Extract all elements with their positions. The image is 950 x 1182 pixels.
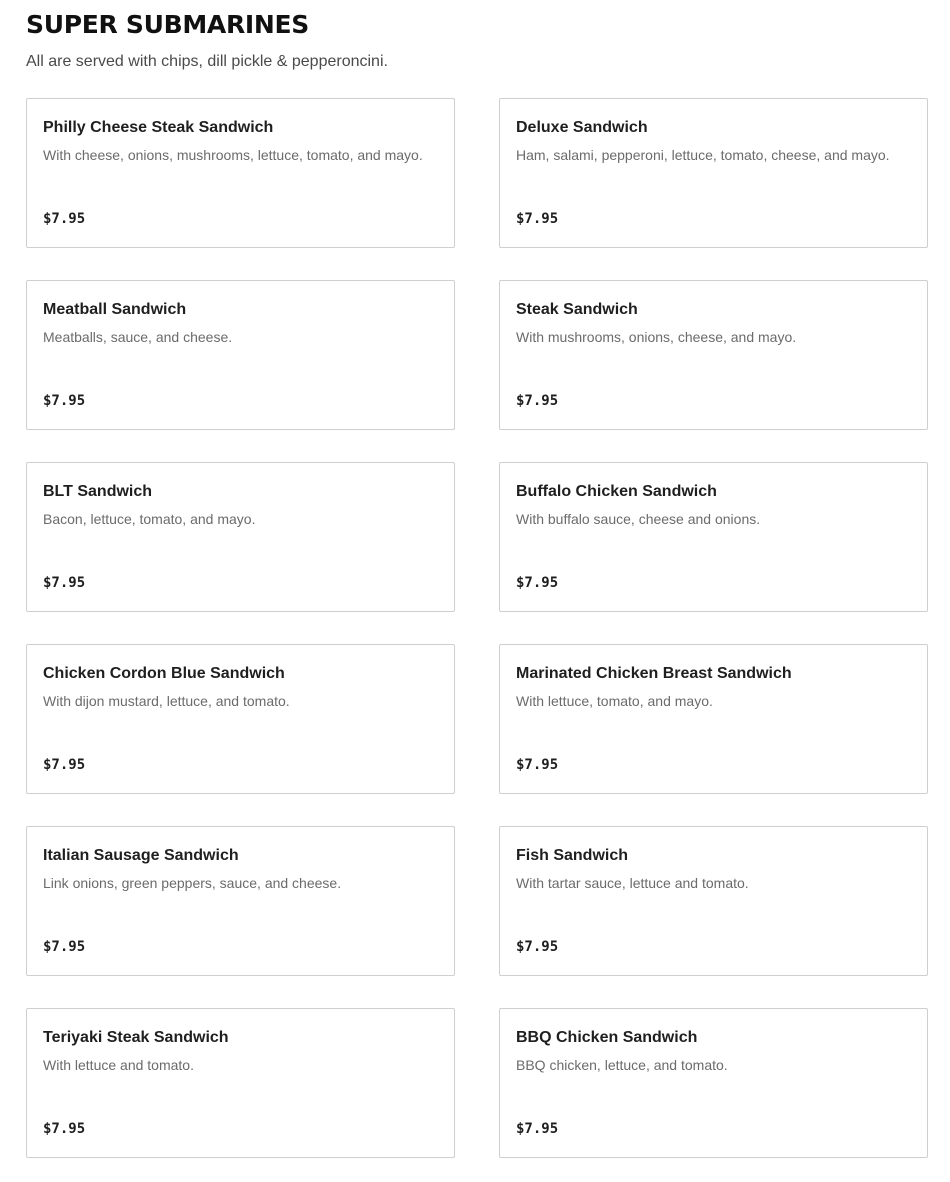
menu-item-name: Steak Sandwich <box>516 301 638 318</box>
menu-items-grid <box>26 98 928 1158</box>
menu-item-description: With tartar sauce, lettuce and tomato. <box>516 875 749 891</box>
menu-item-card[interactable] <box>26 280 455 430</box>
menu-item-description: With dijon mustard, lettuce, and tomato. <box>43 693 290 709</box>
menu-item-price: $7.95 <box>43 757 86 773</box>
menu-item-card[interactable] <box>26 98 455 248</box>
menu-item-description: With lettuce, tomato, and mayo. <box>516 693 713 709</box>
menu-item-card[interactable] <box>26 462 455 612</box>
menu-item-description: BBQ chicken, lettuce, and tomato. <box>516 1057 728 1073</box>
menu-item-name: Teriyaki Steak Sandwich <box>43 1029 229 1046</box>
menu-item-description: Ham, salami, pepperoni, lettuce, tomato, cheese, and mayo. <box>516 147 890 163</box>
menu-item-price: $7.95 <box>516 575 559 591</box>
menu-item-name: Marinated Chicken Breast Sandwich <box>516 665 792 682</box>
menu-item-card[interactable] <box>499 644 928 794</box>
menu-item-description: Meatballs, sauce, and cheese. <box>43 329 233 345</box>
menu-item-name: Buffalo Chicken Sandwich <box>516 483 717 500</box>
menu-item-description: Link onions, green peppers, sauce, and cheese. <box>43 875 342 891</box>
menu-item-name: Chicken Cordon Blue Sandwich <box>43 665 285 682</box>
menu-item-description: With cheese, onions, mushrooms, lettuce, tomato, and mayo. <box>43 147 423 163</box>
menu-item-price: $7.95 <box>43 393 86 409</box>
menu-item-name: BBQ Chicken Sandwich <box>516 1029 698 1046</box>
menu-item-description: With lettuce and tomato. <box>43 1057 194 1073</box>
menu-item-description: With mushrooms, onions, cheese, and mayo. <box>516 329 797 345</box>
menu-item-name: Italian Sausage Sandwich <box>43 847 239 864</box>
menu-item-card[interactable] <box>499 826 928 976</box>
menu-item-price: $7.95 <box>516 1121 559 1137</box>
menu-item-name: Meatball Sandwich <box>43 301 187 318</box>
menu-item-card[interactable] <box>499 462 928 612</box>
menu-item-card[interactable] <box>26 826 455 976</box>
menu-item-price: $7.95 <box>516 211 559 227</box>
menu-item-card[interactable] <box>26 1008 455 1158</box>
menu-item-name: BLT Sandwich <box>43 483 153 500</box>
menu-item-card[interactable] <box>499 98 928 248</box>
menu-item-card[interactable] <box>499 280 928 430</box>
menu-item-price: $7.95 <box>516 757 559 773</box>
menu-item-price: $7.95 <box>516 393 559 409</box>
menu-item-card[interactable] <box>26 644 455 794</box>
menu-item-price: $7.95 <box>43 939 86 955</box>
menu-item-description: Bacon, lettuce, tomato, and mayo. <box>43 511 256 527</box>
menu-item-card[interactable] <box>499 1008 928 1158</box>
menu-item-price: $7.95 <box>43 211 86 227</box>
menu-item-name: Fish Sandwich <box>516 847 629 864</box>
menu-item-price: $7.95 <box>43 1121 86 1137</box>
menu-item-name: Philly Cheese Steak Sandwich <box>43 119 274 136</box>
menu-item-name: Deluxe Sandwich <box>516 119 648 136</box>
section-subtitle: All are served with chips, dill pickle & pepperoncini. <box>26 53 388 70</box>
menu-item-price: $7.95 <box>43 575 86 591</box>
section-title: SUPER SUBMARINES <box>26 10 310 39</box>
menu-item-price: $7.95 <box>516 939 559 955</box>
menu-item-description: With buffalo sauce, cheese and onions. <box>516 511 761 527</box>
